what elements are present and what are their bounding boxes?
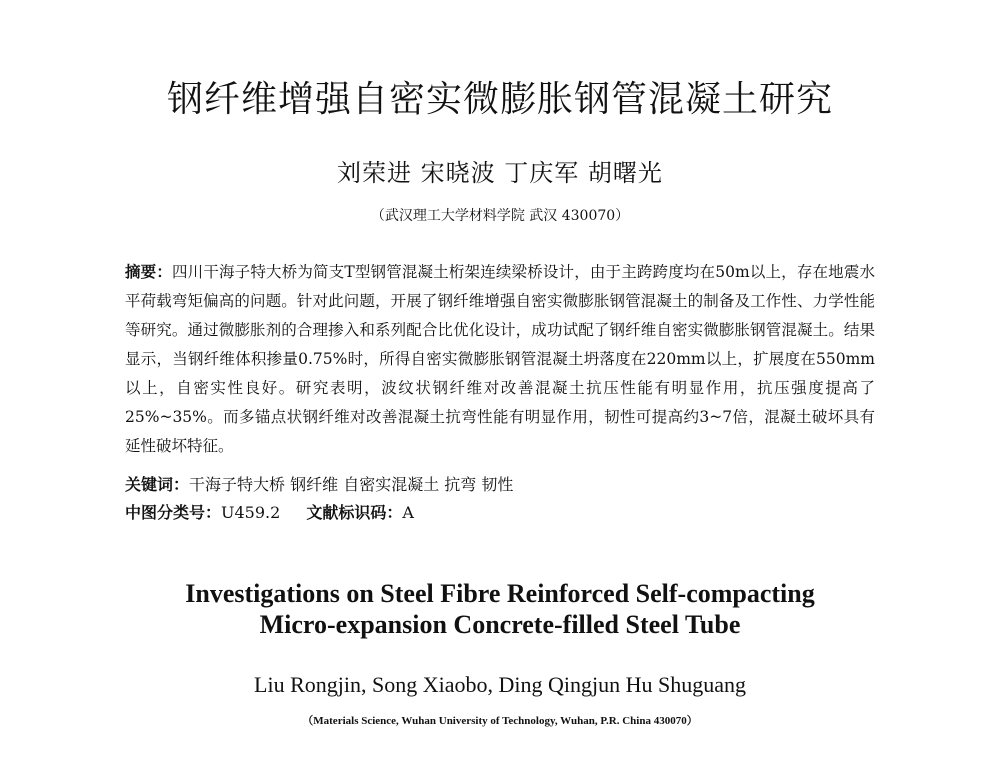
chinese-title: 钢纤维增强自密实微膨胀钢管混凝土研究 <box>166 79 833 120</box>
english-authors: Liu Rongjin, Song Xiaobo, Ding Qingjun Hu Shuguang <box>254 672 746 697</box>
doc-code-value: A <box>402 503 414 522</box>
clc-value: U459.2 <box>221 503 281 522</box>
abstract-text: 四川干海子特大桥为简支T型钢管混凝土桁架连续梁桥设计，由于主跨跨度均在50m以上，存在地震水平荷载弯矩偏高的问题。针对此问题，开展了钢纤维增强自密实微膨胀钢管混凝土的制备及工作性、力学性能等研究。通过微膨胀剂的合理掺入和系列配合比优化设计，成功试配了钢纤维自密实微膨胀钢管混凝土。结果显示，当钢纤维体积掺量0.75%时，所得自密实微膨胀钢管混凝土坍落度在220mm以上，扩展度在550mm以上，自密实性良好。研究表明，波纹状钢纤维对改善混凝土抗压性能有明显作用，抗压强度提高了25%~35%。而多锚点状钢纤维对改善混凝土抗弯性能有明显作用，韧性可提高约3~7倍，混凝土破坏具有延性破坏特征。 <box>125 263 875 455</box>
abstract-paragraph <box>125 258 875 461</box>
clc-label: 中图分类号： <box>125 503 222 522</box>
chinese-affiliation: （武汉理工大学材料学院 武汉 430070） <box>370 208 630 224</box>
chinese-authors: 刘荣进 宋晓波 丁庆军 胡曙光 <box>337 159 663 187</box>
keywords-text: 干海子特大桥 钢纤维 自密实混凝土 抗弯 韧性 <box>189 475 514 494</box>
abstract-label: 摘要： <box>125 263 173 281</box>
english-title-line-1: Investigations on Steel Fibre Reinforced Self-compacting <box>185 579 815 608</box>
classification-line <box>125 500 875 526</box>
english-affiliation: （Materials Science, Wuhan University of Technology, Wuhan, P.R. China 430070） <box>302 715 698 727</box>
english-title <box>0 578 1000 640</box>
doc-code-label: 文献标识码： <box>306 503 403 522</box>
keywords-label: 关键词： <box>125 475 190 494</box>
english-title-line-2: Micro-expansion Concrete-filled Steel Tube <box>259 610 741 639</box>
keywords-line <box>125 472 875 498</box>
